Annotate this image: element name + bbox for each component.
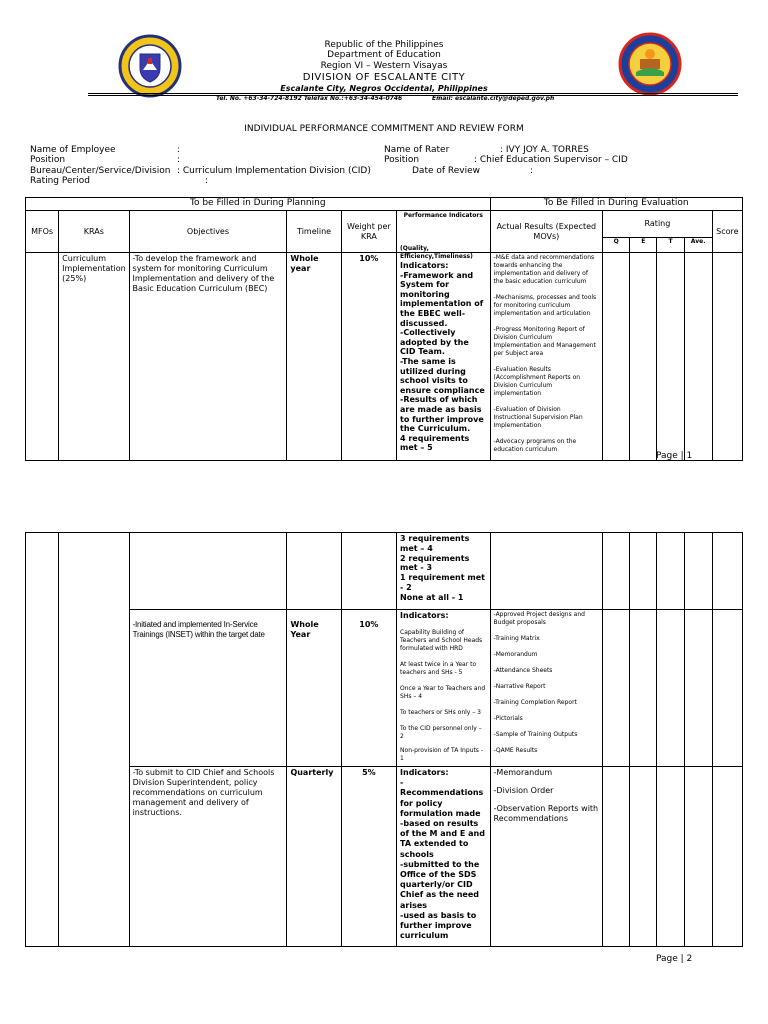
indicators-cell [397,245,491,461]
indicators-title: Indicators: [400,611,449,620]
indicator-item: To the CID personnel only – 2 [400,725,482,740]
timeline-cell: Whole year [287,253,341,461]
evaluation-header: To Be Filled in During Evaluation [490,198,742,211]
score-cell [712,533,742,610]
col-timeline: Timeline [287,211,341,253]
header-phone: Tel. No. +63-34-724-8192 Telefax No.:+63-34-454-0746 [216,95,403,102]
weight-inset: 10% [341,610,396,767]
actual-inset [490,610,603,767]
objective-inset: -Initiated and implemented In-Service Trainings (INSET) within the target date [129,610,287,767]
rating-q: Q [603,238,630,253]
rating-ave-cell [684,253,712,461]
date-review-label: Date of Review [412,166,481,176]
actual-item: -Training Completion Report [493,699,577,706]
actual-item: -Training Matrix [493,635,540,642]
objective-policy: -To submit to CID Chief and Schools Division Superintendent, policy recommendations on curriculum management and delivery of instructions. [129,767,287,947]
rating-ave-cell [684,610,712,767]
rating-e-cell [630,533,657,610]
actual-item: -Mechanisms, processes and tools for monitoring curriculum implementation and articulation [493,294,597,317]
actual-policy [490,767,603,947]
rating-q-cell [603,253,630,461]
rating-period-colon: : [205,176,209,186]
actual-item: -Observation Reports with Recommendations [493,804,599,823]
actual-item: -Approved Project designs and Budget proposals [493,611,585,626]
form-title: INDIVIDUAL PERFORMANCE COMMITMENT AND REVIEW FORM [244,124,524,134]
actual-item: -Sample of Training Outputs [493,731,578,738]
rating-q-cell [603,767,630,947]
weight-policy: 5% [341,767,396,947]
ipcrf-table-page1 [25,197,743,461]
actual-item: -Pictorials [493,715,523,722]
header-email: Email: escalante.city@deped.gov.ph [432,95,555,102]
rater-position-value: : Chief Education Supervisor – CID [474,155,628,165]
indicators-text: Indicators: -Framework and System for monitoring implementation of the EBEC well-discussed. -Collectively adopted by the CID Team. -The same is utilized during school visits to ensure compliance -Results of which are made as basis to further improve the Curriculum. 4 requirements met – 5 [400,261,485,453]
col-weight: Weight per KRA [341,211,396,253]
name-rater-label: Name of Rater [384,145,450,155]
rating-e-cell [630,767,657,947]
rating-t-cell [657,767,684,947]
actual-item: -QAME Results [493,747,538,754]
indicator-item: Once a Year to Teachers and SHs – 4 [400,685,486,700]
ipcrf-table-page2 [25,532,743,947]
score-cell [712,610,742,767]
actual-item: -Division Order [493,786,554,795]
rating-t: T [657,238,684,253]
header-rule [88,93,738,94]
header-region: Region VI – Western Visayas [320,61,448,71]
rating-t-cell [657,533,684,610]
rating-t-cell [657,253,684,461]
mfo-cell [26,253,59,461]
timeline-policy: Quarterly [287,767,341,947]
kra-cell-p2 [59,533,129,947]
date-review-value: : [530,166,534,176]
actual-cell-cont [490,533,603,610]
rating-period-label: Rating Period [30,176,90,186]
col-objectives: Objectives [129,211,287,253]
actual-item: -Advocacy programs on the education curriculum [493,438,577,453]
actual-item: -Progress Monitoring Report of Division Curriculum Implementation and Management per Subject area [493,326,596,357]
weight-cell-cont [341,533,396,610]
col-rating: Rating [603,211,713,238]
indicator-item: To teachers or SHs only – 3 [400,709,481,716]
score-cell [712,767,742,947]
actual-item: -Memorandum [493,768,553,777]
actual-item: -M&E data and recommendations towards enhancing the implementation and delivery of the basic education curriculum [493,254,595,285]
header-department: Department of Education [327,50,441,60]
actual-item: -Memorandum [493,651,538,658]
indicator-item: Non-provision of TA Inputs - 1 [400,747,483,762]
col-mfos: MFOs [26,211,59,253]
indicators-cont: 3 requirements met – 4 2 requirements met - 3 1 requirement met - 2 None at all - 1 [397,533,491,610]
indicator-item: Capability Building of Teachers and School Heads formulated with HRD [400,629,483,652]
mfo-cell-p2 [26,533,59,947]
actual-item: -Evaluation Results (Accomplishment Reports on Division Curriculum implementation [493,366,581,397]
rating-q-cell [603,533,630,610]
indicators-inset [397,610,491,767]
rating-ave-cell [684,767,712,947]
timeline-cell-cont [287,533,341,610]
indicator-item: At least twice in a Year to teachers and SHs - 5 [400,661,477,676]
col-score: Score [712,211,742,253]
indicators-subheader: (Quality, Efficiency,Timeliness) [400,245,473,260]
header-address: Escalante City, Negros Occidental, Philippines [280,84,488,93]
col-kras: KRAs [59,211,129,253]
planning-header: To be Filled in During Planning [26,198,491,211]
bureau-label: Bureau/Center/Service/Division [30,166,171,176]
header-rule-2 [88,95,738,96]
page-number-2: Page | 2 [656,954,693,964]
timeline-inset: Whole Year [287,610,341,767]
position-colon: : [177,155,181,165]
rating-q-cell [603,610,630,767]
bureau-value: : Curriculum Implementation Division (CID) [177,166,371,176]
actual-item: -Attendance Sheets [493,667,553,674]
actual-results-cell [490,253,603,461]
col-indicators: Performance Indicators [397,211,491,253]
rating-e-cell [630,610,657,767]
kra-cell: Curriculum Implementation (25%) [59,253,129,461]
page-number-1: Page | 1 [656,451,693,461]
rating-e: E [630,238,657,253]
rating-e-cell [630,253,657,461]
col-actual: Actual Results (Expected MOVs) [490,211,603,253]
rating-ave-cell [684,533,712,610]
actual-item: -Narrative Report [493,683,546,690]
position-label: Position [30,155,66,165]
weight-cell: 10% [341,253,396,461]
score-cell [712,253,742,461]
header-division: DIVISION OF ESCALANTE CITY [302,72,466,83]
objective-cell: -To develop the framework and system for monitoring Curriculum Implementation and delivery of the Basic Education Curriculum (BEC) [129,253,287,461]
name-employee-label: Name of Employee [30,145,116,155]
objective-cell-cont [129,533,287,610]
rater-position-label: Position [384,155,420,165]
indicators-policy: Indicators: -Recommendations for policy formulation made -based on results of the M and E and TA extended to schools -submitted to the Office of the SDS quarterly/or CID Chief as the need arises -used as basis to further improve curriculum [397,767,491,947]
rating-t-cell [657,610,684,767]
header-republic: Republic of the Philippines [324,40,444,50]
actual-item: -Evaluation of Division Instructional Supervision Plan Implementation [493,406,583,429]
name-employee-colon: : [177,145,181,155]
rating-ave: Ave. [684,238,712,253]
name-rater-value: : IVY JOY A. TORRES [500,145,589,155]
